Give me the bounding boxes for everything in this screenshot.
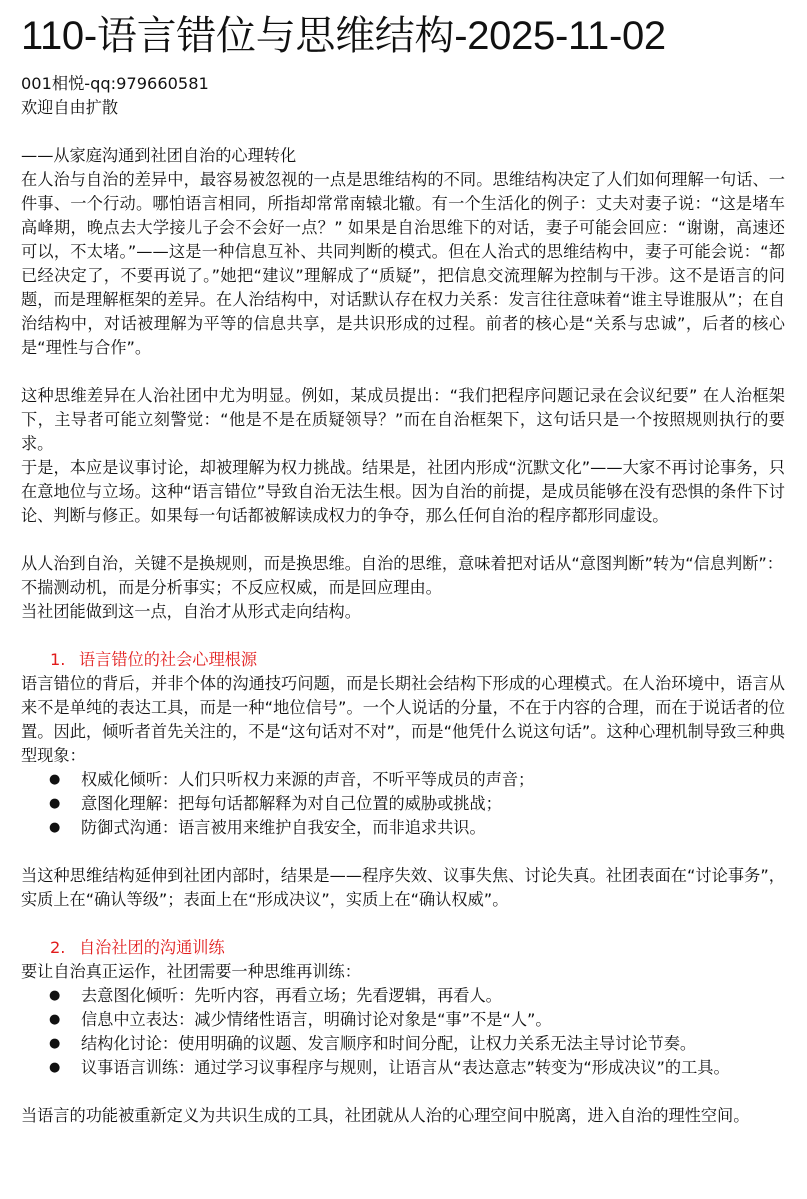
bullet-dot-icon: ● [49,1060,61,1075]
section-2-heading [21,936,785,960]
paragraph-4-line-3: 当社团能做到这一点，自治才从形式走向结构。 [21,602,361,621]
spacer [21,528,785,552]
section-2-bullet-list [21,984,785,1080]
bullet-dot-icon: ● [49,1012,61,1027]
section-2-heading-text: 自治社团的沟通训练 [79,938,225,957]
bullet-text: 结构化讨论：使用明确的议题、发言顺序和时间分配，让权力关系无法主导讨论节奏。 [81,1034,697,1053]
author-line: 001相悦-qq:979660581 [21,74,209,93]
bullet-item [21,1056,785,1080]
share-note: 欢迎自由扩散 [21,98,119,117]
bullet-dot-icon: ● [49,1036,61,1051]
bullet-item [21,1008,785,1032]
paragraph-4: 从人治到自治，关键不是换规则，而是换思维。自治的思维，意味着把对话从“意图判断”转为“信息判断”： [21,554,783,573]
spacer [21,360,785,384]
section-2-intro: 要让自治真正运作，社团需要一种思维再训练： [21,962,361,981]
spacer [21,624,785,648]
bullet-text: 权威化倾听：人们只听权力来源的声音，不听平等成员的声音； [81,770,535,789]
spacer [21,120,785,144]
bullet-text: 防御式沟通：语言被用来维护自我安全，而非追求共识。 [81,818,486,837]
bullet-dot-icon: ● [49,988,61,1003]
bullet-dot-icon: ● [49,796,61,811]
bullet-text: 议事语言训练：通过学习议事程序与规则，让语言从“表达意志”转变为“形成决议”的工具。 [81,1058,730,1077]
bullet-text: 信息中立表达：减少情绪性语言，明确讨论对象是“事”不是“人”。 [81,1010,552,1029]
spacer [21,1080,785,1104]
bullet-item [21,816,785,840]
section-1-bullet-list [21,768,785,840]
bullet-item [21,984,785,1008]
bullet-text: 去意图化倾听：先听内容，再看立场；先看逻辑，再看人。 [81,986,502,1005]
section-1-heading [21,648,785,672]
paragraph-3: 于是，本应是议事讨论，却被理解为权力挑战。结果是，社团内形成“沉默文化”——大家不再讨论事务，只在意地位与立场。这种“语言错位”导致自治无法生根。因为自治的前提，是成员能够在没有恐惧的条件下讨论、判断与修正。如果每一句话都被解读成权力的争夺，那么任何自治的程序都形同虚设。 [21,458,785,525]
bullet-item [21,792,785,816]
spacer [21,840,785,864]
paragraph-4-line-2: 不揣测动机，而是分析事实；不反应权威，而是回应理由。 [21,578,442,597]
spacer [21,912,785,936]
section-1-closing: 当这种思维结构延伸到社团内部时，结果是——程序失效、议事失焦、讨论失真。社团表面在“讨论事务”，实质上在“确认等级”；表面上在“形成决议”，实质上在“确认权威”。 [21,866,785,909]
document-subtitle: ——从家庭沟通到社团自治的心理转化 [21,146,297,165]
section-1-paragraph: 语言错位的背后，并非个体的沟通技巧问题，而是长期社会结构下形成的心理模式。在人治环境中，语言从来不是单纯的表达工具，而是一种“地位信号”。一个人说话的分量，不在于内容的合理，而在于说话者的位置。因此，倾听者首先关注的，不是“这句话对不对”，而是“他凭什么说这句话”。这种心理机制导致三种典型现象： [21,674,785,765]
bullet-item [21,768,785,792]
bullet-item [21,1032,785,1056]
intro-paragraph: 在人治与自治的差异中，最容易被忽视的一点是思维结构的不同。思维结构决定了人们如何理解一句话、一件事、一个行动。哪怕语言相同，所指却常常南辕北辙。有一个生活化的例子：丈夫对妻子说：“这是堵车高峰期，晚点去大学接儿子会不会好一点？” 如果是自治思维下的对话，妻子可能会回应：“谢谢，高速还可以，不太堵。”——这是一种信息互补、共同判断的模式。但在人治式的思维结构中，妻子可能会说：“都已经决定了，不要再说了。”她把“建议”理解成了“质疑”，把信息交流理解为控制与干涉。这不是语言的问题，而是理解框架的差异。在人治结构中，对话默认存在权力关系：发言往往意味着“谁主导谁服从”；在自治结构中，对话被理解为平等的信息共享，是共识形成的过程。前者的核心是“关系与忠诚”，后者的核心是“理性与合作”。 [21,170,785,357]
conclusion-paragraph: 当语言的功能被重新定义为共识生成的工具，社团就从人治的心理空间中脱离，进入自治的理性空间。 [21,1106,750,1125]
document-title: 110-语言错位与思维结构-2025-11-02 [21,14,666,58]
section-1-heading-text: 语言错位的社会心理根源 [79,650,258,669]
bullet-text: 意图化理解：把每句话都解释为对自己位置的威胁或挑战； [81,794,502,813]
bullet-dot-icon: ● [49,820,61,835]
bullet-dot-icon: ● [49,772,61,787]
section-1-number: 1. [50,650,66,669]
section-2-number: 2. [50,938,66,957]
paragraph-2: 这种思维差异在人治社团中尤为明显。例如，某成员提出：“我们把程序问题记录在会议纪要” 在人治框架下，主导者可能立刻警觉：“他是不是在质疑领导？”而在自治框架下，这句话只是一个按照规则执行的要求。 [21,386,785,453]
